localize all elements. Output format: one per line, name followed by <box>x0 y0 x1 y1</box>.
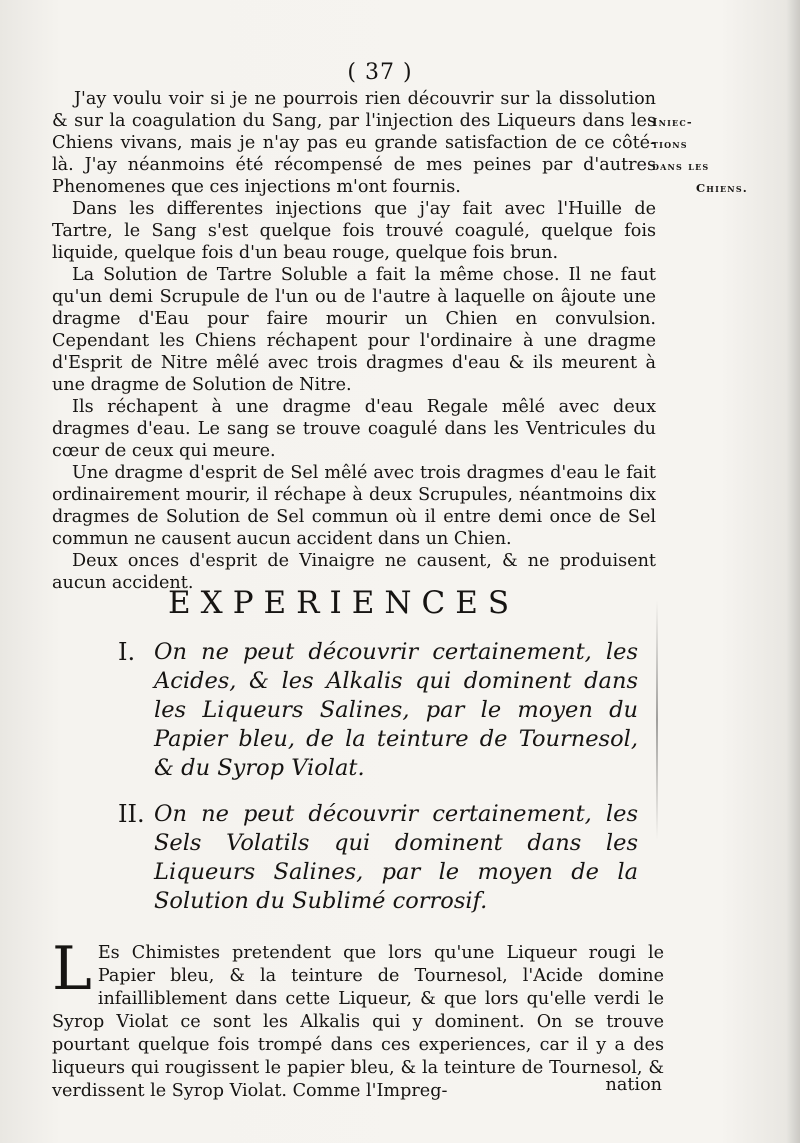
paragraph: Dans les differentes injections que j'ay fait avec l'Huille de Tartre, le Sang s'est quelque fois trouvé coagulé, quelque fois liquide, quelque fois d'un beau rouge, quelque fois brun. <box>52 199 656 263</box>
page-edge-shadow <box>786 0 800 1143</box>
paragraph: Ils réchapent à une dragme d'eau Regale mêlé avec deux dragmes d'eau. Le sang se trouve coagulé dans les Ventricules du cœur de ceux qui meure. <box>52 397 656 461</box>
experience-number: II. <box>118 800 145 828</box>
margin-note-line: Chiens. <box>695 181 748 195</box>
main-text <box>52 88 656 594</box>
margin-note-line: tions <box>652 137 688 151</box>
bleed-through-rule <box>656 600 658 840</box>
margin-note-line: dans les <box>652 159 710 173</box>
margin-note-line: Iniec- <box>652 115 693 129</box>
paragraph: La Solution de Tartre Soluble a fait la même chose. Il ne faut qu'un demi Scrupule de l'un ou de l'autre à laquelle on âjoute une dragme d'Eau pour faire mourir un Chien en convulsion. Cependant les Chiens réchapent pour l'ordinaire à une dragme d'Esprit de Nitre mêlé avec trois dragmes d'eau & ils meurent à une dragme de Solution de Nitre. <box>52 265 656 395</box>
experience-text: On ne peut découvrir certainement, les Acides, & les Alkalis qui dominent dans les Liqueurs Salines, par le moyen du Papier bleu, de la teinture de Tournesol, & du Syrop Violat. <box>154 639 638 781</box>
experience-number: I. <box>118 638 136 666</box>
drop-cap: L <box>52 934 92 1004</box>
catchword: nation <box>605 1075 662 1095</box>
experience-item <box>118 800 638 916</box>
experience-text: On ne peut découvrir certainement, les Sels Volatils qui dominent dans les Liqueurs Salines, par le moyen de la Solution du Sublimé corrosif. <box>154 801 638 914</box>
closing-paragraph <box>52 934 664 1103</box>
paragraph: Deux onces d'esprit de Vinaigre ne causent, & ne produisent aucun accident. <box>52 551 656 593</box>
paragraph: J'ay voulu voir si je ne pourrois rien découvrir sur la dissolution & sur la coagulation du Sang, par l'injection des Liqueurs dans les Chiens vivans, mais je n'ay pas eu grande satisfaction de ce côté-là. J'ay néanmoins été récompensé de mes peines par d'autres Phenomenes que ces injections m'ont fournis. <box>52 89 656 197</box>
section-heading: EXPERIENCES <box>168 585 520 621</box>
page-number: ( 37 ) <box>347 60 413 85</box>
paragraph: Une dragme d'esprit de Sel mêlé avec trois dragmes d'eau le fait ordinairement mourir, il réchape à deux Scrupules, néantmoins dix dragmes de Solution de Sel commun où il entre demi once de Sel commun ne causent aucun accident dans un Chien. <box>52 463 656 549</box>
experience-item <box>118 638 638 783</box>
closing-text: Es Chimistes pretendent que lors qu'une Liqueur rougi le Papier bleu, & la teinture de Tournesol, l'Acide domine infailliblement dans cette Liqueur, & que lors qu'elle verdi le Syrop Violat ce sont les Alkalis qui y dominent. On se trouve pourtant quelque fois trompé dans ces experiences, car il y a des liqueurs qui rougissent le papier bleu, & la teinture de Tournesol, & verdissent le Syrop Violat. Comme l'Impreg- <box>52 943 664 1101</box>
